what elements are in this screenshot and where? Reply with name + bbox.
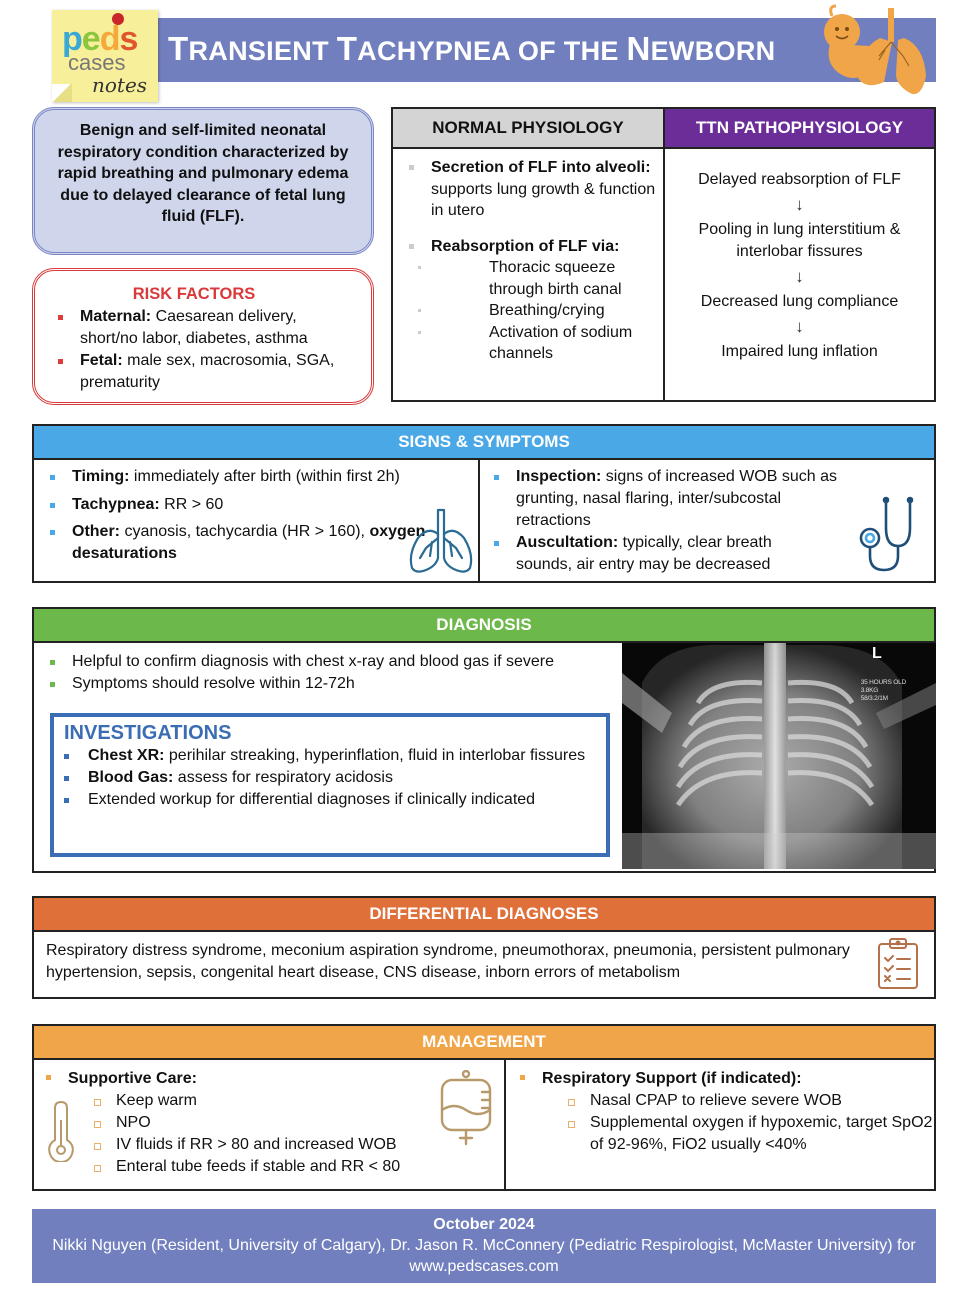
diagnosis-header: DIAGNOSIS — [34, 609, 934, 643]
logo-peds-text: peds — [62, 20, 138, 58]
sub-list-item: IV fluids if RR > 80 and increased WOB — [94, 1134, 504, 1156]
chest-xray-image — [622, 643, 936, 869]
down-arrow-icon: ↓ — [795, 267, 804, 286]
pathway-step: Impaired lung inflation — [721, 343, 878, 360]
logo-cases-text: cases — [68, 50, 126, 75]
list-item: Auscultation: typically, clear breath sounds, air entry may be decreased — [494, 532, 804, 576]
stethoscope-icon — [852, 494, 916, 574]
signs-symptoms-section — [32, 424, 936, 583]
supportive-care-panel — [34, 1060, 506, 1189]
list-item: Extended workup for differential diagnoses if clinically indicated — [64, 789, 596, 811]
risk-factors-title: RISK FACTORS — [132, 285, 256, 303]
down-arrow-icon: ↓ — [795, 195, 804, 214]
publication-date: October 2024 — [433, 1216, 535, 1233]
sub-list-item: Breathing/crying — [441, 300, 657, 322]
normal-physiology-header: NORMAL PHYSIOLOGY — [393, 109, 663, 149]
sub-list-item: Supplemental oxygen if hypoxemic, target SpO2 of 92-96%, FiO2 usually <40% — [568, 1112, 934, 1156]
sub-list-item: Enteral tube feeds if stable and RR < 80 — [94, 1156, 504, 1178]
list-item: Timing: immediately after birth (within first 2h) — [50, 466, 478, 488]
signs-symptoms-header: SIGNS & SYMPTOMS — [34, 426, 934, 460]
lungs-icon — [406, 504, 476, 574]
definition-text: Benign and self-limited neonatal respiratory condition characterized by rapid breathing and pulmonary edema due to delayed clearance of fetal lung fluid (FLF). — [57, 122, 349, 225]
investigations-box — [50, 713, 610, 857]
differential-diagnoses-section — [32, 896, 936, 999]
list-item: Reabsorption of FLF via: Thoracic squeeze through birth canal Breathing/crying Activation of sodium channels — [431, 236, 657, 365]
list-item: Fetal: male sex, macrosomia, SGA, prematurity — [55, 350, 353, 394]
logo-notes-text: notes — [92, 73, 148, 97]
sub-list-item: Thoracic squeeze through birth canal — [441, 257, 657, 300]
xray-side-marker: L — [872, 645, 882, 662]
pathway-step: Pooling in lung interstitium & interlobar fissures — [698, 221, 901, 260]
xray-graphic — [622, 643, 936, 869]
list-item: Chest XR: perihilar streaking, hyperinflation, fluid in interlobar fissures — [64, 745, 596, 767]
sub-list-item: Activation of sodium channels — [441, 322, 657, 365]
list-item: Other: cyanosis, tachycardia (HR > 160), oxygen desaturations — [50, 521, 478, 565]
respiratory-support-panel — [506, 1060, 934, 1189]
list-item: Inspection: signs of increased WOB such as grunting, nasal flaring, inter/subcostal retractions — [494, 466, 854, 532]
management-section — [32, 1024, 936, 1191]
normal-physiology-column — [393, 109, 665, 400]
list-item: Supportive Care: Keep warm NPO IV fluids if RR > 80 and increased WOB Enteral tube feeds if stable and RR < 80 — [46, 1068, 504, 1178]
ttn-pathophysiology-header: TTN PATHOPHYSIOLOGY — [665, 109, 934, 149]
thermometer-icon — [46, 1100, 76, 1162]
physiology-table — [391, 107, 936, 402]
sub-list-item: Keep warm — [94, 1090, 504, 1112]
pathway-step: Delayed reabsorption of FLF — [698, 171, 901, 188]
list-item: Secretion of FLF into alveoli: supports lung growth & function in utero — [431, 157, 657, 222]
list-item: Blood Gas: assess for respiratory acidosis — [64, 767, 596, 789]
pedscases-notes-logo — [52, 10, 158, 102]
definition-box — [32, 107, 374, 255]
pathway-step: Decreased lung compliance — [700, 293, 899, 310]
list-item: Respiratory Support (if indicated): Nasal CPAP to relieve severe WOB Supplemental oxygen if hypoxemic, target SpO2 of 92-96%, FiO2 usually <40% — [520, 1068, 934, 1156]
list-item: Symptoms should resolve within 12-72h — [50, 673, 554, 695]
differential-diagnoses-header: DIFFERENTIAL DIAGNOSES — [34, 898, 934, 932]
sub-list-item: NPO — [94, 1112, 504, 1134]
risk-factors-box — [32, 268, 374, 405]
page-title: TRANSIENT TACHYPNEA OF THE NEWBORN — [168, 30, 776, 67]
authors-credits: Nikki Nguyen (Resident, University of Calgary), Dr. Jason R. McConnery (Pediatric Respirologist, McMaster University) for www.pedscases.com — [52, 1237, 916, 1275]
iv-bag-icon — [438, 1070, 494, 1146]
page-curl-icon — [52, 84, 72, 102]
differential-diagnoses-text: Respiratory distress syndrome, meconium aspiration syndrome, pneumothorax, pneumonia, persistent pulmonary hypertension, sepsis, congenital heart disease, CNS disease, inborn errors of metabolism — [46, 942, 850, 981]
investigations-title: INVESTIGATIONS — [64, 722, 232, 744]
diagnosis-section — [32, 607, 936, 873]
list-item: Tachypnea: RR > 60 — [50, 494, 478, 516]
sub-list-item: Nasal CPAP to relieve severe WOB — [568, 1090, 934, 1112]
ttn-pathophysiology-column — [665, 109, 934, 400]
down-arrow-icon: ↓ — [795, 317, 804, 336]
footer-credits — [32, 1209, 936, 1283]
lung-mascot-icon — [818, 4, 934, 96]
management-header: MANAGEMENT — [34, 1026, 934, 1060]
clipboard-checklist-icon — [876, 936, 920, 990]
list-item: Maternal: Caesarean delivery, short/no labor, diabetes, asthma — [55, 306, 353, 350]
xray-annotation: 35 HOURS OLD 3.8KG 58/3.2/1M — [860, 679, 906, 702]
list-item: Helpful to confirm diagnosis with chest x-ray and blood gas if severe — [50, 651, 554, 673]
